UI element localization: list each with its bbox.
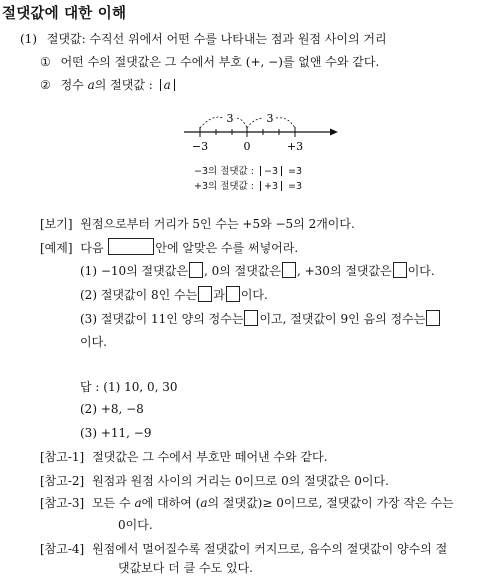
abs-example-expr: +3 — [263, 181, 278, 192]
question-number: (2) — [80, 288, 97, 302]
note-text: 에 대하여 ( — [141, 496, 201, 510]
question-number: (3) — [80, 312, 97, 326]
note-tag: [참고-4] — [40, 542, 85, 556]
exercise-tag: [예제] — [40, 241, 73, 255]
number-line-figure — [180, 110, 340, 156]
definition-line — [20, 30, 387, 47]
distance-label-right: 3 — [266, 112, 274, 125]
item-number: ① — [40, 55, 51, 69]
distance-label-left: 3 — [226, 112, 234, 125]
question-text: 과 — [213, 288, 225, 302]
variable-a: a — [87, 78, 95, 92]
abs-example-expr: −3 — [263, 166, 278, 177]
arrow-head-icon — [330, 129, 338, 136]
item-number: ② — [40, 78, 51, 92]
variable-a: a — [134, 496, 142, 510]
abs-example-label: +3의 절댓값 : — [194, 181, 254, 192]
answer-box[interactable] — [226, 286, 240, 302]
answer-box[interactable] — [244, 310, 258, 326]
bogi-tag: [보기] — [40, 217, 73, 231]
note-4 — [40, 540, 447, 557]
abs-example-result: =3 — [288, 181, 303, 192]
abs-bar-left — [260, 181, 261, 191]
abs-bar-right — [174, 79, 175, 91]
section-number: (1) — [20, 32, 37, 46]
exercise-q3 — [80, 310, 441, 327]
distance-arc-right-end — [276, 118, 295, 128]
answer-box[interactable] — [426, 310, 440, 326]
distance-arc-left-end — [237, 118, 247, 128]
rule-item-1 — [40, 53, 379, 70]
note-text: 원점에서 멀어질수록 절댓값이 커지므로, 음수의 절댓값이 양수의 절 — [92, 542, 448, 556]
page-title: 절댓값에 대한 이해 — [2, 6, 127, 22]
answer-box[interactable] — [108, 238, 154, 255]
variable-a: a — [200, 496, 208, 510]
note-text: 모든 수 — [92, 496, 131, 510]
question-text: , +30의 절댓값은 — [296, 264, 392, 278]
variable-a: a — [163, 78, 171, 92]
note-tag: [참고-3] — [40, 496, 85, 510]
note-2 — [40, 472, 389, 489]
exercise-q1 — [80, 262, 435, 279]
answer-line-2: (2) +8, −8 — [80, 402, 144, 416]
question-text: 이다. — [407, 264, 435, 278]
distance-arc-left — [200, 117, 223, 128]
bogi-text: 원점으로부터 거리가 5인 수는 +5와 −5의 2개이다. — [80, 217, 355, 231]
abs-bar-left — [260, 166, 261, 176]
note-tag: [참고-1] — [40, 450, 85, 464]
rule-item-2 — [40, 76, 178, 93]
answer-box[interactable] — [189, 262, 203, 278]
abs-example-label: −3의 절댓값 : — [194, 166, 254, 177]
answer-line-1 — [80, 378, 178, 395]
label-plus-3: +3 — [286, 140, 304, 153]
question-text: , 0의 절댓값은 — [203, 264, 281, 278]
question-text: 이다. — [80, 335, 107, 349]
abs-bar-right — [281, 166, 282, 176]
note-1 — [40, 448, 327, 465]
label-minus-3: −3 — [191, 140, 209, 153]
note-text: 원점과 원점 사이의 거리는 0이므로 0의 절댓값은 0이다. — [92, 474, 389, 488]
label-zero: 0 — [243, 140, 251, 153]
exercise-header — [40, 238, 298, 256]
distance-arc-right — [247, 118, 263, 128]
abs-bar-right — [281, 181, 282, 191]
abs-example-result: =3 — [288, 166, 303, 177]
definition-text: 절댓값: 수직선 위에서 어떤 수를 나타내는 점과 원점 사이의 거리 — [46, 32, 387, 46]
exercise-q3-cont — [80, 333, 107, 350]
answer-line-3: (3) +11, −9 — [80, 426, 152, 440]
answer-box[interactable] — [198, 286, 212, 302]
note-text: 의 절댓값)≥ 0이므로, 절댓값이 가장 작은 수는 — [207, 496, 454, 510]
note-tag: [참고-2] — [40, 474, 85, 488]
exercise-post: 안에 알맞은 수를 써넣어라. — [155, 241, 299, 255]
question-text: 절댓값이 11인 양의 정수는 — [100, 312, 244, 326]
note-text: 절댓값은 그 수에서 부호만 떼어낸 수와 같다. — [92, 450, 328, 464]
exercise-q2 — [80, 286, 268, 303]
answer-label: 답 : — [80, 380, 100, 394]
abs-example-row-1 — [194, 163, 302, 177]
item-text-mid: 의 절댓값 : — [94, 78, 153, 92]
item-text: 어떤 수의 절댓값은 그 수에서 부호 (+, −)를 없앤 수와 같다. — [60, 55, 380, 69]
example-bogi — [40, 215, 355, 232]
note-3 — [40, 494, 454, 511]
answer-box[interactable] — [282, 262, 296, 278]
abs-bar-left — [160, 79, 161, 91]
question-text: 이고, 절댓값이 9인 음의 정수는 — [259, 312, 426, 326]
note-4-cont: 댓값보다 더 클 수도 있다. — [118, 561, 253, 575]
answer-text: (1) 10, 0, 30 — [103, 380, 178, 394]
item-text-pre: 정수 — [60, 78, 84, 92]
question-text: 절댓값이 8인 수는 — [100, 288, 198, 302]
answer-box[interactable] — [393, 262, 407, 278]
question-number: (1) — [80, 264, 97, 278]
question-text: −10의 절댓값은 — [100, 264, 188, 278]
abs-example-row-2 — [194, 178, 302, 192]
question-text: 이다. — [240, 288, 268, 302]
exercise-pre: 다음 — [80, 241, 104, 255]
note-3-cont: 0이다. — [118, 518, 153, 532]
